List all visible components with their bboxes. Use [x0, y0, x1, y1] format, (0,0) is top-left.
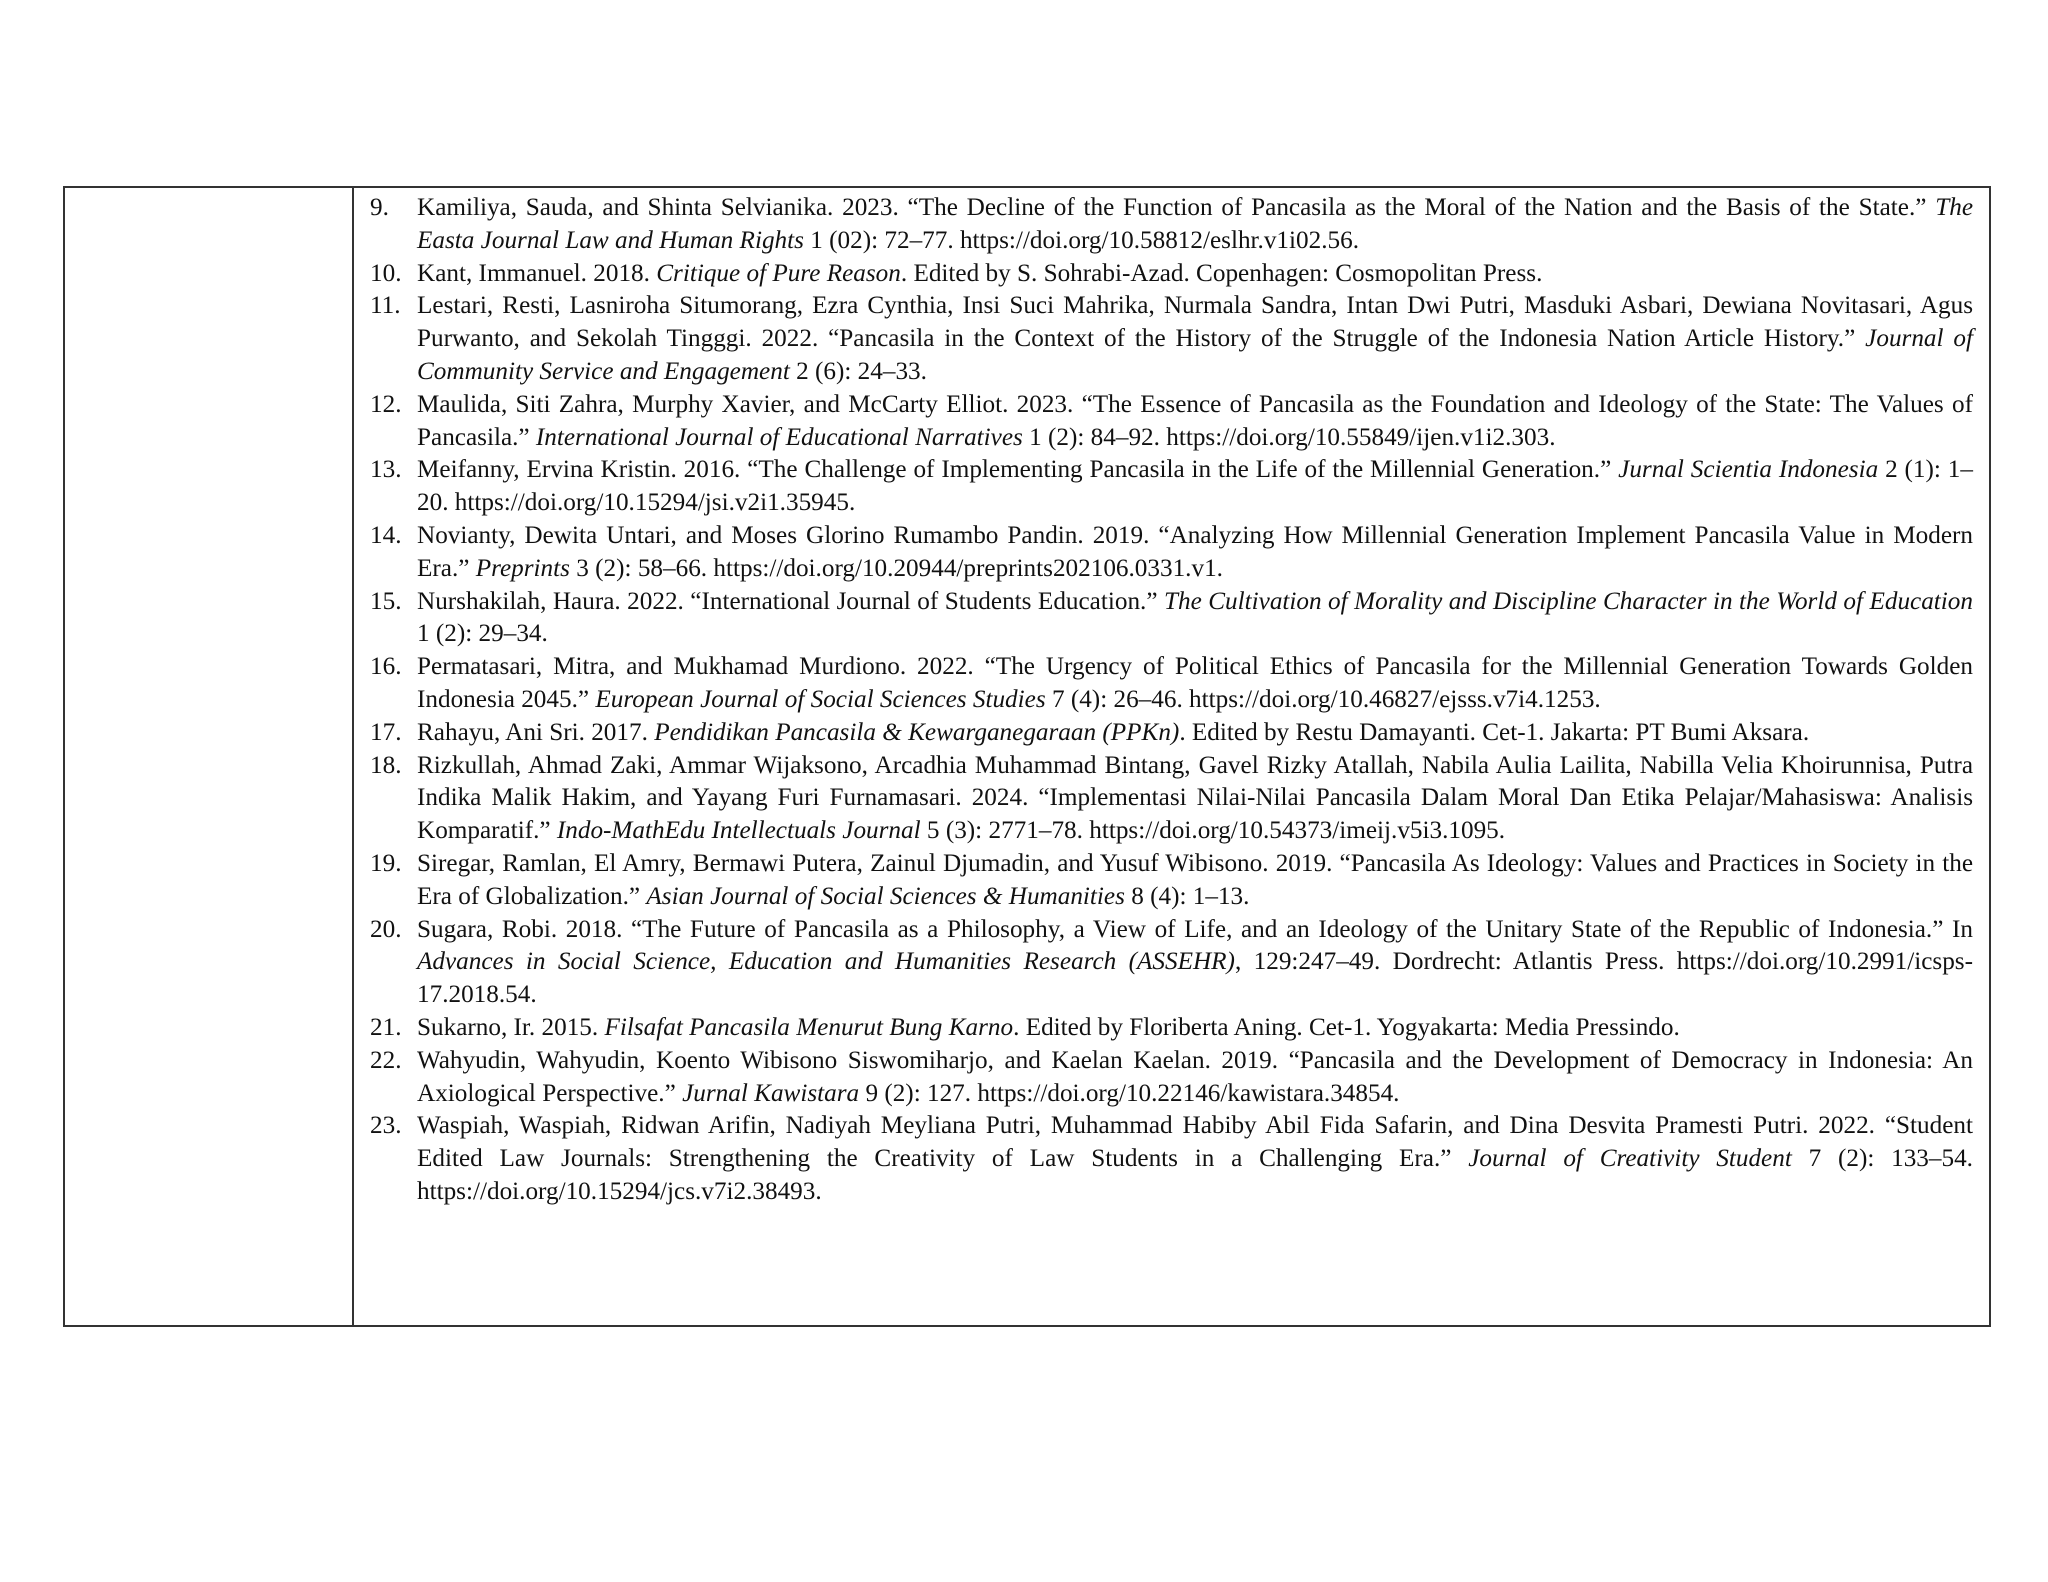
- reference-item: [370, 586, 1973, 652]
- reference-text: Kant, Immanuel. 2018.: [417, 259, 657, 287]
- reference-text: Meifanny, Ervina Kristin. 2016. “The Challenge of Implementing Pancasila in the Life of the Millennial Generation.”: [417, 456, 1619, 484]
- reference-number: 14.: [370, 521, 402, 549]
- reference-text: . Edited by Floriberta Aning. Cet-1. Yogyakarta: Media Pressindo.: [1013, 1013, 1680, 1041]
- reference-source-title: Journal of Creativity Student: [1468, 1145, 1792, 1173]
- reference-text: 5 (3): 2771–78. https://doi.org/10.54373/imeij.v5i3.1095.: [920, 817, 1506, 845]
- reference-list: [370, 192, 1973, 1209]
- reference-item: [370, 651, 1973, 717]
- reference-text: Sukarno, Ir. 2015.: [417, 1013, 605, 1041]
- table-left-cell: [65, 188, 354, 1325]
- reference-item: [370, 290, 1973, 388]
- reference-item: [370, 520, 1973, 586]
- reference-text: Novianty, Dewita Untari, and Moses Glorino Rumambo Pandin. 2019. “Analyzing How Millennial Generation Implement Pancasila Value in Modern Era.”: [417, 521, 1973, 582]
- reference-number: 15.: [370, 587, 402, 615]
- reference-text: 7 (4): 26–46. https://doi.org/10.46827/ejsss.v7i4.1253.: [1045, 685, 1601, 713]
- reference-item: [370, 914, 1973, 1012]
- reference-number: 16.: [370, 653, 402, 681]
- reference-number: 23.: [370, 1112, 402, 1140]
- reference-text: . Edited by S. Sohrabi-Azad. Copenhagen: Cosmopolitan Press.: [900, 259, 1543, 287]
- reference-text: 9 (2): 127. https://doi.org/10.22146/kawistara.34854.: [859, 1079, 1400, 1107]
- reference-number: 18.: [370, 751, 402, 779]
- reference-number: 10.: [370, 259, 402, 287]
- reference-source-title: Journal of Community Service and Engagement: [417, 325, 1973, 385]
- reference-number: 22.: [370, 1046, 402, 1074]
- reference-source-title: Advances in Social Science, Education and Humanities Research (ASSEHR): [417, 948, 1235, 976]
- reference-item: [370, 717, 1973, 750]
- reference-source-title: Pendidikan Pancasila & Kewarganegaraan (PPKn): [654, 718, 1180, 746]
- reference-source-title: The Easta Journal Law and Human Rights: [417, 194, 1973, 254]
- reference-text: Nurshakilah, Haura. 2022. “International Journal of Students Education.”: [417, 587, 1164, 615]
- reference-text: 1 (2): 84–92. https://doi.org/10.55849/ijen.v1i2.303.: [1022, 423, 1556, 451]
- reference-source-title: The Cultivation of Morality and Discipline Character in the World of Education: [1164, 587, 1973, 615]
- reference-text: . Edited by Restu Damayanti. Cet-1. Jakarta: PT Bumi Aksara.: [1179, 718, 1810, 746]
- reference-text: Siregar, Ramlan, El Amry, Bermawi Putera, Zainul Djumadin, and Yusuf Wibisono. 2019. “Pancasila As Ideology: Values and Practices in Society in the Era of Globalization.”: [417, 849, 1973, 910]
- reference-table: [63, 186, 1991, 1327]
- reference-number: 12.: [370, 390, 402, 418]
- reference-text: 1 (2): 29–34.: [417, 620, 548, 648]
- reference-number: 19.: [370, 849, 402, 877]
- reference-source-title: Jurnal Scientia Indonesia: [1618, 456, 1879, 484]
- reference-text: Sugara, Robi. 2018. “The Future of Pancasila as a Philosophy, a View of Life, and an Ideology of the Unitary State of the Republic of Indonesia.” In: [417, 915, 1973, 943]
- reference-number: 17.: [370, 718, 402, 746]
- reference-text: 2 (1): 1–20. https://doi.org/10.15294/jsi.v2i1.35945.: [417, 456, 1973, 517]
- reference-item: [370, 1110, 1973, 1208]
- reference-text: Maulida, Siti Zahra, Murphy Xavier, and McCarty Elliot. 2023. “The Essence of Pancasila as the Foundation and Ideology of the State: The Values of Pancasila.”: [417, 390, 1973, 451]
- reference-source-title: International Journal of Educational Narratives: [535, 423, 1023, 451]
- reference-text: 3 (2): 58–66. https://doi.org/10.20944/preprints202106.0331.v1.: [569, 554, 1223, 582]
- reference-number: 11.: [370, 292, 401, 320]
- reference-number: 21.: [370, 1013, 402, 1041]
- reference-item: [370, 750, 1973, 848]
- reference-item: [370, 192, 1973, 258]
- reference-text: , 129:247–49. Dordrecht: Atlantis Press. https://doi.org/10.2991/icsps-17.2018.54.: [417, 948, 1974, 1009]
- reference-source-title: Jurnal Kawistara: [682, 1079, 860, 1107]
- reference-text: 8 (4): 1–13.: [1124, 882, 1250, 910]
- reference-text: 2 (6): 24–33.: [789, 357, 927, 385]
- reference-text: Wahyudin, Wahyudin, Koento Wibisono Siswomiharjo, and Kaelan Kaelan. 2019. “Pancasila and the Development of Democracy in Indonesia: An Axiological Perspective.”: [417, 1046, 1973, 1107]
- reference-text: Lestari, Resti, Lasniroha Situmorang, Ezra Cynthia, Insi Suci Mahrika, Nurmala Sandra, Intan Dwi Putri, Masduki Asbari, Dewiana Novitasari, Agus Purwanto, and Sekolah Tingggi. 2022. “Pancasila in the Context of the History of the Struggle of the Indonesia Nation Article History.”: [417, 292, 1973, 353]
- reference-item: [370, 258, 1973, 291]
- reference-text: Rahayu, Ani Sri. 2017.: [417, 718, 655, 746]
- reference-item: [370, 848, 1973, 914]
- reference-item: [370, 1045, 1973, 1111]
- reference-text: Waspiah, Waspiah, Ridwan Arifin, Nadiyah Meyliana Putri, Muhammad Habiby Abil Fida Safarin, and Dina Desvita Pramesti Putri. 2022. “Student Edited Law Journals: Strengthening the Creativity of Law Students in a Challenging Era.”: [417, 1112, 1973, 1173]
- reference-number: 9.: [370, 194, 389, 221]
- reference-source-title: Critique of Pure Reason: [656, 259, 901, 287]
- reference-source-title: Asian Journal of Social Sciences & Humanities: [646, 882, 1125, 910]
- reference-source-title: Indo-MathEdu Intellectuals Journal: [556, 817, 921, 845]
- reference-text: Permatasari, Mitra, and Mukhamad Murdiono. 2022. “The Urgency of Political Ethics of Pancasila for the Millennial Generation Towards Golden Indonesia 2045.”: [417, 653, 1973, 713]
- reference-source-title: Preprints: [475, 554, 570, 582]
- reference-item: [370, 1012, 1973, 1045]
- table-right-cell: [354, 188, 1989, 1325]
- reference-item: [370, 454, 1973, 520]
- reference-text: 7 (2): 133–54. https://doi.org/10.15294/jcs.v7i2.38493.: [417, 1145, 1973, 1205]
- reference-text: Rizkullah, Ahmad Zaki, Ammar Wijaksono, Arcadhia Muhammad Bintang, Gavel Rizky Atallah, Nabila Aulia Lailita, Nabilla Velia Khoirunnisa, Putra Indika Malik Hakim, and Yayang Furi Furnamasari. 2024. “Implementasi Nilai-Nilai Pancasila Dalam Moral Dan Etika Pelajar/Mahasiswa: Analisis Komparatif.”: [417, 751, 1973, 845]
- reference-source-title: Filsafat Pancasila Menurut Bung Karno: [604, 1013, 1014, 1041]
- reference-text: 1 (02): 72–77. https://doi.org/10.58812/eslhr.v1i02.56.: [803, 226, 1359, 254]
- reference-item: [370, 389, 1973, 455]
- reference-source-title: European Journal of Social Sciences Studies: [595, 685, 1046, 713]
- reference-text: Kamiliya, Sauda, and Shinta Selvianika. 2023. “The Decline of the Function of Pancasila as the Moral of the Nation and the Basis of the State.”: [417, 194, 1936, 221]
- reference-number: 20.: [370, 915, 402, 943]
- reference-number: 13.: [370, 456, 402, 484]
